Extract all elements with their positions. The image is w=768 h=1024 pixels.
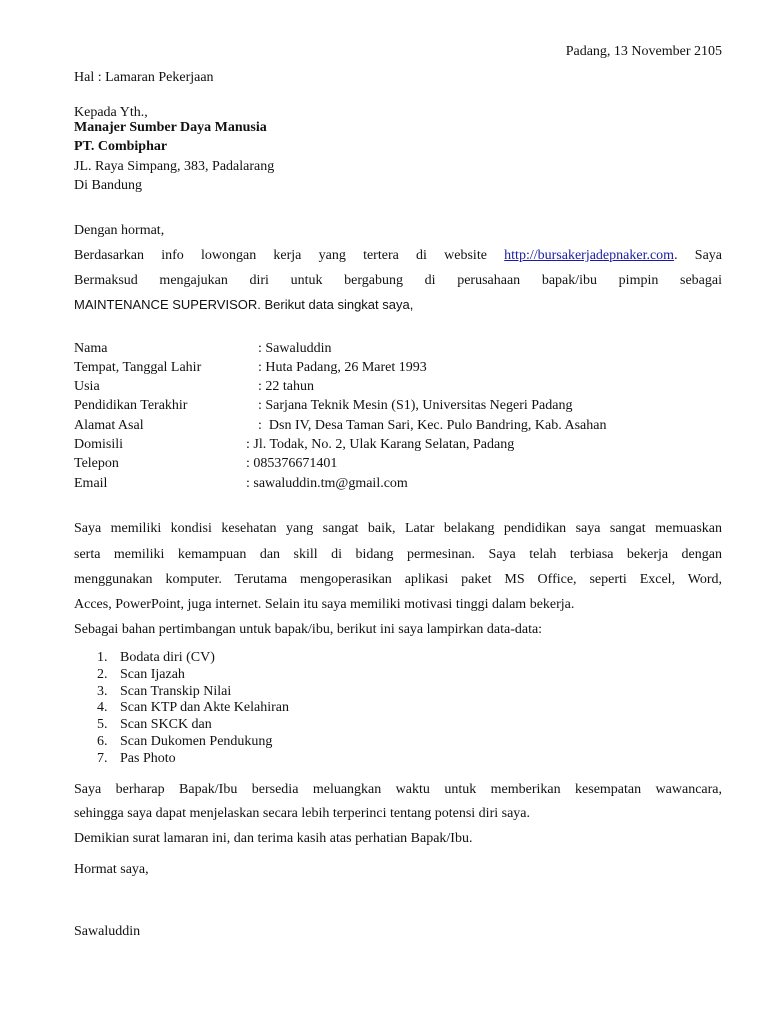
field-value: : Huta Padang, 26 Maret 1993 xyxy=(258,360,427,375)
list-number: 3. xyxy=(97,684,108,699)
list-number: 1. xyxy=(97,650,108,665)
list-item: Scan Dukomen Pendukung xyxy=(120,734,273,749)
field-value: : sawaluddin.tm@gmail.com xyxy=(246,476,408,491)
closing-line: Demikian surat lamaran ini, dan terima kasih atas perhatian Bapak/Ibu. xyxy=(74,831,473,846)
field-value: : Sarjana Teknik Mesin (S1), Universitas Negeri Padang xyxy=(258,398,573,413)
field-value: : 22 tahun xyxy=(258,379,314,394)
list-item: Pas Photo xyxy=(120,751,176,766)
list-number: 4. xyxy=(97,700,108,715)
list-item: Scan Ijazah xyxy=(120,667,185,682)
body-line: Sebagai bahan pertimbangan untuk bapak/ibu, berikut ini saya lampirkan data-data: xyxy=(74,622,543,637)
list-item: Scan SKCK dan xyxy=(120,717,212,732)
intro-line-3: MAINTENANCE SUPERVISOR. Berikut data singkat saya, xyxy=(74,297,414,312)
field-label: Tempat, Tanggal Lahir xyxy=(74,360,202,375)
field-value: : Dsn IV, Desa Taman Sari, Kec. Pulo Bandring, Kab. Asahan xyxy=(258,418,607,433)
field-label: Pendidikan Terakhir xyxy=(74,398,188,413)
salutation: Dengan hormat, xyxy=(74,223,165,238)
field-value: : Sawaluddin xyxy=(258,341,332,356)
list-number: 2. xyxy=(97,667,108,682)
field-label: Alamat Asal xyxy=(74,418,144,433)
field-value: : Jl. Todak, No. 2, Ulak Karang Selatan, Padang xyxy=(246,437,515,452)
intro-text: Berdasarkan info lowongan kerja yang tertera di website xyxy=(74,248,487,263)
body-line: Acces, PowerPoint, juga internet. Selain itu saya memiliki motivasi tinggi dalam bekerja. xyxy=(74,597,575,612)
closing-line: sehingga saya dapat menjelaskan secara lebih terperinci tentang potensi diri saya. xyxy=(74,806,530,821)
intro-line-2: Bermaksud mengajukan diri untuk bergabung di perusahaan bapak/ibu pimpin sebagai xyxy=(74,273,722,288)
list-number: 5. xyxy=(97,717,108,732)
recipient-city: Di Bandung xyxy=(74,178,143,193)
list-number: 7. xyxy=(97,751,108,766)
intro-line-1 xyxy=(74,247,722,265)
letter-date: Padang, 13 November 2105 xyxy=(565,44,722,59)
body-line: Saya memiliki kondisi kesehatan yang sangat baik, Latar belakang pendidikan saya sangat memuaskan xyxy=(74,521,722,536)
website-link[interactable]: http://bursakerjadepnaker.com xyxy=(504,248,675,263)
signoff: Hormat saya, xyxy=(74,862,149,877)
recipient-title: Manajer Sumber Daya Manusia xyxy=(74,120,267,135)
field-label: Email xyxy=(74,476,108,491)
recipient-greeting: Kepada Yth., xyxy=(74,105,148,120)
body-line: menggunakan komputer. Terutama mengoperasikan aplikasi paket MS Office, seperti Excel, Word, xyxy=(74,572,722,587)
list-item: Scan KTP dan Akte Kelahiran xyxy=(120,700,289,715)
field-value: : 085376671401 xyxy=(246,456,338,471)
field-label: Domisili xyxy=(74,437,124,452)
letter-subject: Hal : Lamaran Pekerjaan xyxy=(74,70,214,85)
body-line: serta memiliki kemampuan dan skill di bidang permesinan. Saya telah terbiasa bekerja dengan xyxy=(74,547,722,562)
signature-name: Sawaluddin xyxy=(74,924,141,939)
closing-line: Saya berharap Bapak/Ibu bersedia meluangkan waktu untuk memberikan kesempatan wawancara, xyxy=(74,782,722,797)
field-label: Usia xyxy=(74,379,100,394)
recipient-address: JL. Raya Simpang, 383, Padalarang xyxy=(74,159,275,174)
field-label: Nama xyxy=(74,341,108,356)
recipient-company: PT. Combiphar xyxy=(74,139,168,154)
list-item: Bodata diri (CV) xyxy=(120,650,215,665)
intro-text-after: . Saya xyxy=(674,248,723,263)
field-label: Telepon xyxy=(74,456,119,471)
list-number: 6. xyxy=(97,734,108,749)
list-item: Scan Transkip Nilai xyxy=(120,684,232,699)
